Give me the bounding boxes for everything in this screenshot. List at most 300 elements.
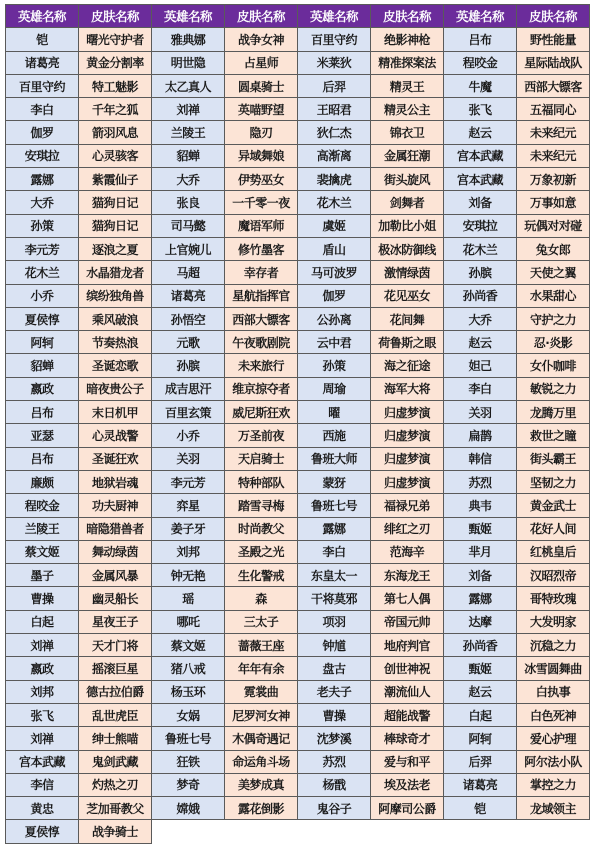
table-row [6,354,590,377]
header-hero-name: 英雄名称 [6,5,79,28]
skin-name-cell: 暗隐猎兽者 [79,517,152,540]
table-row [6,494,590,517]
hero-name-cell: 百里玄策 [152,401,225,424]
hero-name-cell: 嫦娥 [152,797,225,820]
hero-name-cell: 孙策 [6,214,79,237]
hero-name-cell: 甄姬 [444,517,517,540]
table-row [6,237,590,260]
empty-cell [225,820,298,843]
hero-name-cell: 猪八戒 [152,657,225,680]
skin-name-cell: 红桃皇后 [517,540,590,563]
skin-name-cell: 美梦成真 [225,773,298,796]
hero-name-cell: 钟无艳 [152,564,225,587]
hero-name-cell: 赵云 [444,121,517,144]
skin-name-cell: 兔女郎 [517,237,590,260]
table-row [6,307,590,330]
skin-name-cell: 木偶奇遇记 [225,727,298,750]
skin-name-cell: 猫狗日记 [79,191,152,214]
skin-name-cell: 占星师 [225,51,298,74]
hero-name-cell: 甄姬 [444,657,517,680]
skin-name-cell: 地狱岩魂 [79,470,152,493]
hero-name-cell: 老夫子 [298,680,371,703]
table-row [6,587,590,610]
skin-name-cell: 功夫厨神 [79,494,152,517]
hero-name-cell: 鲁班七号 [298,494,371,517]
table-row [6,51,590,74]
empty-cell [517,820,590,843]
hero-name-cell: 诸葛亮 [6,51,79,74]
hero-name-cell: 花木兰 [444,237,517,260]
hero-name-cell: 杨戬 [298,773,371,796]
hero-name-cell: 吕布 [6,447,79,470]
skin-name-cell: 荷鲁斯之眼 [371,331,444,354]
skin-name-cell: 年年有余 [225,657,298,680]
hero-name-cell: 鲁班七号 [152,727,225,750]
skin-name-cell: 哥特玫瑰 [517,587,590,610]
skin-name-cell: 精准探案法 [371,51,444,74]
hero-name-cell: 苏烈 [444,470,517,493]
skin-name-cell: 掌控之力 [517,773,590,796]
header-hero-name: 英雄名称 [444,5,517,28]
hero-name-cell: 元歌 [152,331,225,354]
skin-name-cell: 创世神祝 [371,657,444,680]
hero-name-cell: 梦奇 [152,773,225,796]
skin-name-cell: 心灵战警 [79,424,152,447]
hero-name-cell: 孙悟空 [152,307,225,330]
header-hero-name: 英雄名称 [298,5,371,28]
skin-name-cell: 霓裳曲 [225,680,298,703]
hero-name-cell: 虞姬 [298,214,371,237]
hero-name-cell: 铠 [6,28,79,51]
skin-name-cell: 未来旅行 [225,354,298,377]
skin-name-cell: 天启骑士 [225,447,298,470]
empty-cell [298,820,371,843]
skin-name-cell: 水果甜心 [517,284,590,307]
hero-name-cell: 成吉思汗 [152,377,225,400]
hero-name-cell: 李白 [6,98,79,121]
hero-name-cell: 司马懿 [152,214,225,237]
skin-name-cell: 玩偶对对碰 [517,214,590,237]
hero-name-cell: 米莱狄 [298,51,371,74]
skin-name-cell: 第七人偶 [371,587,444,610]
hero-name-cell: 黄忠 [6,797,79,820]
skin-name-cell: 福禄兄弟 [371,494,444,517]
skin-name-cell: 爱心护理 [517,727,590,750]
skin-name-cell: 魔语军师 [225,214,298,237]
hero-name-cell: 刘禅 [6,727,79,750]
skin-name-cell: 坚韧之力 [517,470,590,493]
hero-name-cell: 鲁班大师 [298,447,371,470]
header-row [6,5,590,28]
skin-name-cell: 精灵公主 [371,98,444,121]
skin-name-cell: 星际陆战队 [517,51,590,74]
hero-name-cell: 马可波罗 [298,261,371,284]
table-row [6,28,590,51]
hero-name-cell: 明世隐 [152,51,225,74]
hero-name-cell: 李白 [298,540,371,563]
skin-name-cell: 逐浪之夏 [79,237,152,260]
hero-name-cell: 伽罗 [6,121,79,144]
table-row [6,610,590,633]
hero-name-cell: 露娜 [298,517,371,540]
table-row [6,121,590,144]
skin-name-cell: 乱世虎臣 [79,703,152,726]
hero-name-cell: 程咬金 [444,51,517,74]
skin-name-cell: 剑舞者 [371,191,444,214]
skin-name-cell: 野性能量 [517,28,590,51]
skin-name-cell: 沉稳之力 [517,634,590,657]
table-row [6,98,590,121]
hero-name-cell: 夏侯惇 [6,820,79,843]
skin-name-cell: 西部大镖客 [517,74,590,97]
skin-name-cell: 龙腾万里 [517,401,590,424]
hero-name-cell: 阿轲 [6,331,79,354]
table-row [6,820,590,843]
skin-name-cell: 金属风暴 [79,564,152,587]
hero-name-cell: 瑶 [152,587,225,610]
table-row [6,517,590,540]
hero-name-cell: 鬼谷子 [298,797,371,820]
skin-name-cell: 暗夜贵公子 [79,377,152,400]
hero-name-cell: 盾山 [298,237,371,260]
hero-name-cell: 兰陵王 [6,517,79,540]
skin-name-cell: 东海龙王 [371,564,444,587]
skin-name-cell: 德古拉伯爵 [79,680,152,703]
hero-name-cell: 小乔 [6,284,79,307]
hero-name-cell: 花木兰 [6,261,79,284]
hero-name-cell: 伽罗 [298,284,371,307]
skin-name-cell: 大发明家 [517,610,590,633]
table-row [6,680,590,703]
hero-name-cell: 云中君 [298,331,371,354]
hero-name-cell: 孙策 [298,354,371,377]
hero-name-cell: 孙膑 [152,354,225,377]
hero-name-cell: 花木兰 [298,191,371,214]
skin-name-cell: 星夜王子 [79,610,152,633]
hero-name-cell: 廉颇 [6,470,79,493]
skin-name-cell: 踏雪寻梅 [225,494,298,517]
hero-name-cell: 姜子牙 [152,517,225,540]
skin-name-cell: 五福同心 [517,98,590,121]
hero-name-cell: 百里守约 [6,74,79,97]
table-body [6,28,590,843]
table-row [6,74,590,97]
skin-name-cell: 缤纷独角兽 [79,284,152,307]
skin-name-cell: 女仆咖啡 [517,354,590,377]
hero-name-cell: 孙膑 [444,261,517,284]
skin-name-cell: 锦衣卫 [371,121,444,144]
hero-name-cell: 赵云 [444,331,517,354]
skin-name-cell: 守护之力 [517,307,590,330]
skin-name-cell: 时尚教父 [225,517,298,540]
skin-name-cell: 街头旋风 [371,168,444,191]
hero-name-cell: 李元芳 [6,237,79,260]
skin-name-cell: 阿尔法小队 [517,750,590,773]
skin-name-cell: 范海辛 [371,540,444,563]
hero-name-cell: 白起 [6,610,79,633]
empty-cell [444,820,517,843]
table-row [6,750,590,773]
skin-name-cell: 心灵骇客 [79,144,152,167]
hero-name-cell: 吕布 [6,401,79,424]
hero-name-cell: 周瑜 [298,377,371,400]
skin-name-cell: 圣殿之光 [225,540,298,563]
skin-name-cell: 龙域领主 [517,797,590,820]
hero-name-cell: 李元芳 [152,470,225,493]
hero-name-cell: 百里守约 [298,28,371,51]
skin-name-cell: 极冰防御线 [371,237,444,260]
hero-name-cell: 刘禅 [152,98,225,121]
hero-name-cell: 牛魔 [444,74,517,97]
hero-name-cell: 干将莫邪 [298,587,371,610]
skin-name-cell: 花见巫女 [371,284,444,307]
skin-name-cell: 紫霞仙子 [79,168,152,191]
skin-name-cell: 箭羽风息 [79,121,152,144]
hero-name-cell: 嬴政 [6,657,79,680]
skin-name-cell: 加勒比小姐 [371,214,444,237]
hero-name-cell: 曹操 [298,703,371,726]
table-row [6,424,590,447]
hero-name-cell: 公孙离 [298,307,371,330]
skin-name-cell: 三太子 [225,610,298,633]
header-skin-name: 皮肤名称 [225,5,298,28]
hero-name-cell: 张良 [152,191,225,214]
hero-name-cell: 铠 [444,797,517,820]
hero-name-cell: 兰陵王 [152,121,225,144]
table-row [6,703,590,726]
hero-name-cell: 后羿 [444,750,517,773]
skin-name-cell: 星航指挥官 [225,284,298,307]
hero-name-cell: 狄仁杰 [298,121,371,144]
hero-name-cell: 嬴政 [6,377,79,400]
hero-name-cell: 妲己 [444,354,517,377]
hero-name-cell: 大乔 [444,307,517,330]
hero-name-cell: 貂蝉 [152,144,225,167]
hero-name-cell: 后羿 [298,74,371,97]
hero-name-cell: 刘邦 [152,540,225,563]
hero-name-cell: 孙尚香 [444,284,517,307]
hero-name-cell: 小乔 [152,424,225,447]
skin-name-cell: 西部大镖客 [225,307,298,330]
skin-name-cell: 命运角斗场 [225,750,298,773]
table-row [6,401,590,424]
skin-name-cell: 归虚梦演 [371,401,444,424]
skin-name-cell: 水晶猎龙者 [79,261,152,284]
table-row [6,447,590,470]
hero-name-cell: 刘备 [444,191,517,214]
skin-name-cell: 维京掠夺者 [225,377,298,400]
hero-name-cell: 大乔 [6,191,79,214]
table-row [6,377,590,400]
skin-name-cell: 圆桌骑士 [225,74,298,97]
hero-name-cell: 诸葛亮 [444,773,517,796]
header-skin-name: 皮肤名称 [517,5,590,28]
hero-name-cell: 程咬金 [6,494,79,517]
skin-name-cell: 白执事 [517,680,590,703]
hero-name-cell: 露娜 [444,587,517,610]
skin-name-cell: 超能战警 [371,703,444,726]
skin-name-cell: 爱与和平 [371,750,444,773]
skin-name-cell: 英喵野望 [225,98,298,121]
table-row [6,773,590,796]
hero-name-cell: 宫本武藏 [444,144,517,167]
hero-name-cell: 安琪拉 [6,144,79,167]
hero-name-cell: 吕布 [444,28,517,51]
skin-name-cell: 芝加哥教父 [79,797,152,820]
hero-name-cell: 李白 [444,377,517,400]
skin-name-cell: 露花倒影 [225,797,298,820]
skin-name-cell: 特种部队 [225,470,298,493]
table-row [6,261,590,284]
hero-name-cell: 马超 [152,261,225,284]
hero-name-cell: 夏侯惇 [6,307,79,330]
skin-name-cell: 埃及法老 [371,773,444,796]
hero-name-cell: 大乔 [152,168,225,191]
hero-name-cell: 沈梦溪 [298,727,371,750]
skin-name-cell: 圣诞恋歌 [79,354,152,377]
skin-name-cell: 未来纪元 [517,144,590,167]
skin-name-cell: 乘风破浪 [79,307,152,330]
skin-name-cell: 千年之狐 [79,98,152,121]
skin-name-cell: 节奏热浪 [79,331,152,354]
hero-skin-table [5,4,590,844]
skin-name-cell: 白色死神 [517,703,590,726]
skin-name-cell: 摇滚巨星 [79,657,152,680]
hero-name-cell: 关羽 [152,447,225,470]
skin-name-cell: 曙光守护者 [79,28,152,51]
skin-name-cell: 末日机甲 [79,401,152,424]
skin-name-cell: 万圣前夜 [225,424,298,447]
hero-name-cell: 哪吒 [152,610,225,633]
skin-name-cell: 异域舞娘 [225,144,298,167]
hero-name-cell: 扁鹊 [444,424,517,447]
hero-name-cell: 貂蝉 [6,354,79,377]
skin-name-cell: 万象初新 [517,168,590,191]
skin-name-cell: 潮流仙人 [371,680,444,703]
skin-name-cell: 帝国元帅 [371,610,444,633]
hero-name-cell: 芈月 [444,540,517,563]
hero-name-cell: 达摩 [444,610,517,633]
hero-name-cell: 典韦 [444,494,517,517]
hero-name-cell: 项羽 [298,610,371,633]
skin-name-cell: 猫狗日记 [79,214,152,237]
hero-name-cell: 李信 [6,773,79,796]
hero-name-cell: 曹操 [6,587,79,610]
table-row [6,214,590,237]
skin-name-cell: 未来纪元 [517,121,590,144]
skin-name-cell: 战争骑士 [79,820,152,843]
skin-name-cell: 森 [225,587,298,610]
hero-name-cell: 女娲 [152,703,225,726]
skin-name-cell: 万事如意 [517,191,590,214]
skin-name-cell: 绅士熊喵 [79,727,152,750]
skin-name-cell: 一千零一夜 [225,191,298,214]
hero-name-cell: 东皇太一 [298,564,371,587]
table-row [6,564,590,587]
skin-name-cell: 花好人间 [517,517,590,540]
skin-name-cell: 隐刃 [225,121,298,144]
hero-name-cell: 张飞 [6,703,79,726]
skin-name-cell: 归虚梦演 [371,447,444,470]
hero-name-cell: 孙尚香 [444,634,517,657]
hero-name-cell: 雅典娜 [152,28,225,51]
hero-name-cell: 太乙真人 [152,74,225,97]
hero-name-cell: 露娜 [6,168,79,191]
hero-name-cell: 蔡文姬 [6,540,79,563]
skin-name-cell: 归虚梦演 [371,424,444,447]
skin-name-cell: 救世之瞳 [517,424,590,447]
skin-name-cell: 幽灵船长 [79,587,152,610]
table-row [6,634,590,657]
hero-name-cell: 弈星 [152,494,225,517]
skin-name-cell: 棒球奇才 [371,727,444,750]
skin-name-cell: 灼热之刃 [79,773,152,796]
hero-name-cell: 张飞 [444,98,517,121]
hero-name-cell: 钟馗 [298,634,371,657]
hero-name-cell: 宫本武藏 [6,750,79,773]
hero-name-cell: 王昭君 [298,98,371,121]
skin-name-cell: 汉昭烈帝 [517,564,590,587]
skin-name-cell: 尼罗河女神 [225,703,298,726]
hero-name-cell: 裴擒虎 [298,168,371,191]
hero-name-cell: 蔡文姬 [152,634,225,657]
skin-name-cell: 花间舞 [371,307,444,330]
skin-name-cell: 归虚梦演 [371,470,444,493]
skin-name-cell: 绯红之刃 [371,517,444,540]
skin-name-cell: 特工魅影 [79,74,152,97]
hero-name-cell: 杨玉环 [152,680,225,703]
table-row [6,191,590,214]
table-row [6,331,590,354]
hero-name-cell: 刘邦 [6,680,79,703]
skin-name-cell: 海之征途 [371,354,444,377]
skin-name-cell: 黄金武士 [517,494,590,517]
hero-name-cell: 诸葛亮 [152,284,225,307]
skin-name-cell: 威尼斯狂欢 [225,401,298,424]
skin-name-cell: 修竹墨客 [225,237,298,260]
table-row [6,470,590,493]
skin-name-cell: 生化警戒 [225,564,298,587]
hero-name-cell: 关羽 [444,401,517,424]
skin-name-cell: 海军大将 [371,377,444,400]
hero-name-cell: 亚瑟 [6,424,79,447]
table-row [6,168,590,191]
hero-name-cell: 苏烈 [298,750,371,773]
hero-name-cell: 上官婉儿 [152,237,225,260]
hero-name-cell: 韩信 [444,447,517,470]
table-row [6,727,590,750]
skin-name-cell: 冰雪圆舞曲 [517,657,590,680]
header-hero-name: 英雄名称 [152,5,225,28]
hero-name-cell: 西施 [298,424,371,447]
skin-name-cell: 舞动绿茵 [79,540,152,563]
skin-name-cell: 黄金分割率 [79,51,152,74]
skin-name-cell: 街头霸王 [517,447,590,470]
empty-cell [152,820,225,843]
hero-name-cell: 安琪拉 [444,214,517,237]
hero-name-cell: 盘古 [298,657,371,680]
hero-name-cell: 刘禅 [6,634,79,657]
skin-name-cell: 蔷薇王座 [225,634,298,657]
skin-name-cell: 圣诞狂欢 [79,447,152,470]
table-row [6,797,590,820]
empty-cell [371,820,444,843]
hero-name-cell: 蒙犽 [298,470,371,493]
skin-name-cell: 鬼剑武藏 [79,750,152,773]
hero-name-cell: 赵云 [444,680,517,703]
skin-name-cell: 阿摩司公爵 [371,797,444,820]
hero-name-cell: 阿轲 [444,727,517,750]
